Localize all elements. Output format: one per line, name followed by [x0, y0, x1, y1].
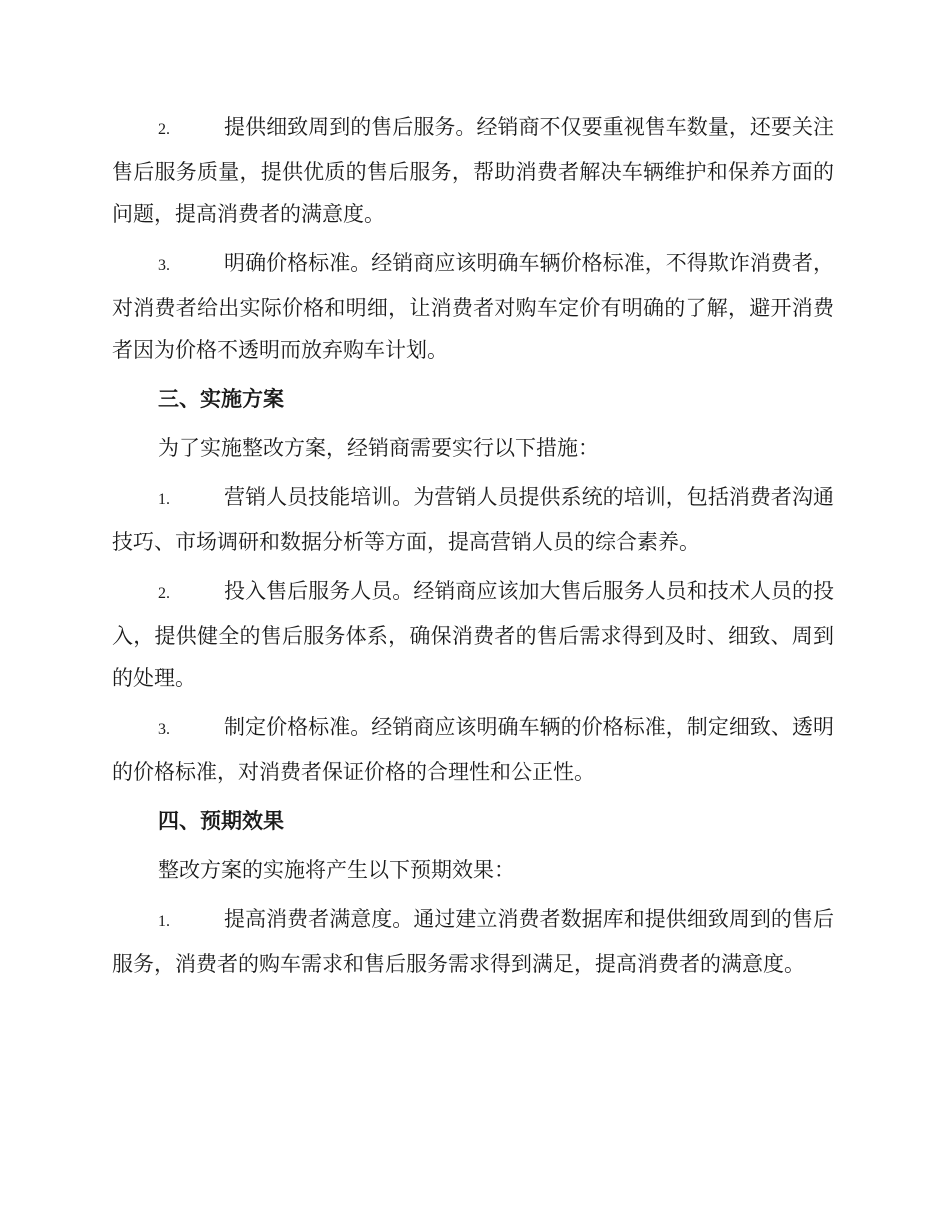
list-item — [112, 242, 834, 371]
section-intro: 为了实施整改方案，经销商需要实行以下措施： — [158, 436, 599, 460]
section-heading: 四、预期效果 — [158, 809, 284, 833]
list-text: 制定价格标准。经销商应该明确车辆的价格标准，制定细致、透明的价格标准，对消费者保证价格的合理性和公正性。 — [112, 715, 834, 784]
section-intro: 整改方案的实施将产生以下预期效果： — [158, 858, 515, 882]
list-item — [112, 898, 834, 985]
list-text: 明确价格标准。经销商应该明确车辆价格标准，不得欺诈消费者，对消费者给出实际价格和明细，让消费者对购车定价有明确的了解，避开消费者因为价格不透明而放弃购车计划。 — [112, 251, 834, 362]
list-number: 2. — [158, 121, 170, 138]
list-number: 3. — [158, 721, 170, 738]
list-item — [112, 476, 834, 563]
list-number: 2. — [158, 585, 170, 602]
list-number: 3. — [158, 257, 170, 274]
list-text: 提供细致周到的售后服务。经销商不仅要重视售车数量，还要关注售后服务质量，提供优质的售后服务，帮助消费者解决车辆维护和保养方面的问题，提高消费者的满意度。 — [112, 115, 834, 226]
list-item — [112, 570, 834, 699]
list-text: 营销人员技能培训。为营销人员提供系统的培训，包括消费者沟通技巧、市场调研和数据分析等方面，提高营销人员的综合素养。 — [112, 485, 834, 554]
list-text: 投入售后服务人员。经销商应该加大售后服务人员和技术人员的投入，提供健全的售后服务体系，确保消费者的售后需求得到及时、细致、周到的处理。 — [112, 579, 834, 690]
list-text: 提高消费者满意度。通过建立消费者数据库和提供细致周到的售后服务，消费者的购车需求和售后服务需求得到满足，提高消费者的满意度。 — [112, 907, 834, 976]
list-item — [112, 706, 834, 793]
section-heading: 三、实施方案 — [158, 387, 284, 411]
list-number: 1. — [158, 491, 170, 508]
list-item — [112, 106, 834, 235]
list-number: 1. — [158, 913, 170, 930]
